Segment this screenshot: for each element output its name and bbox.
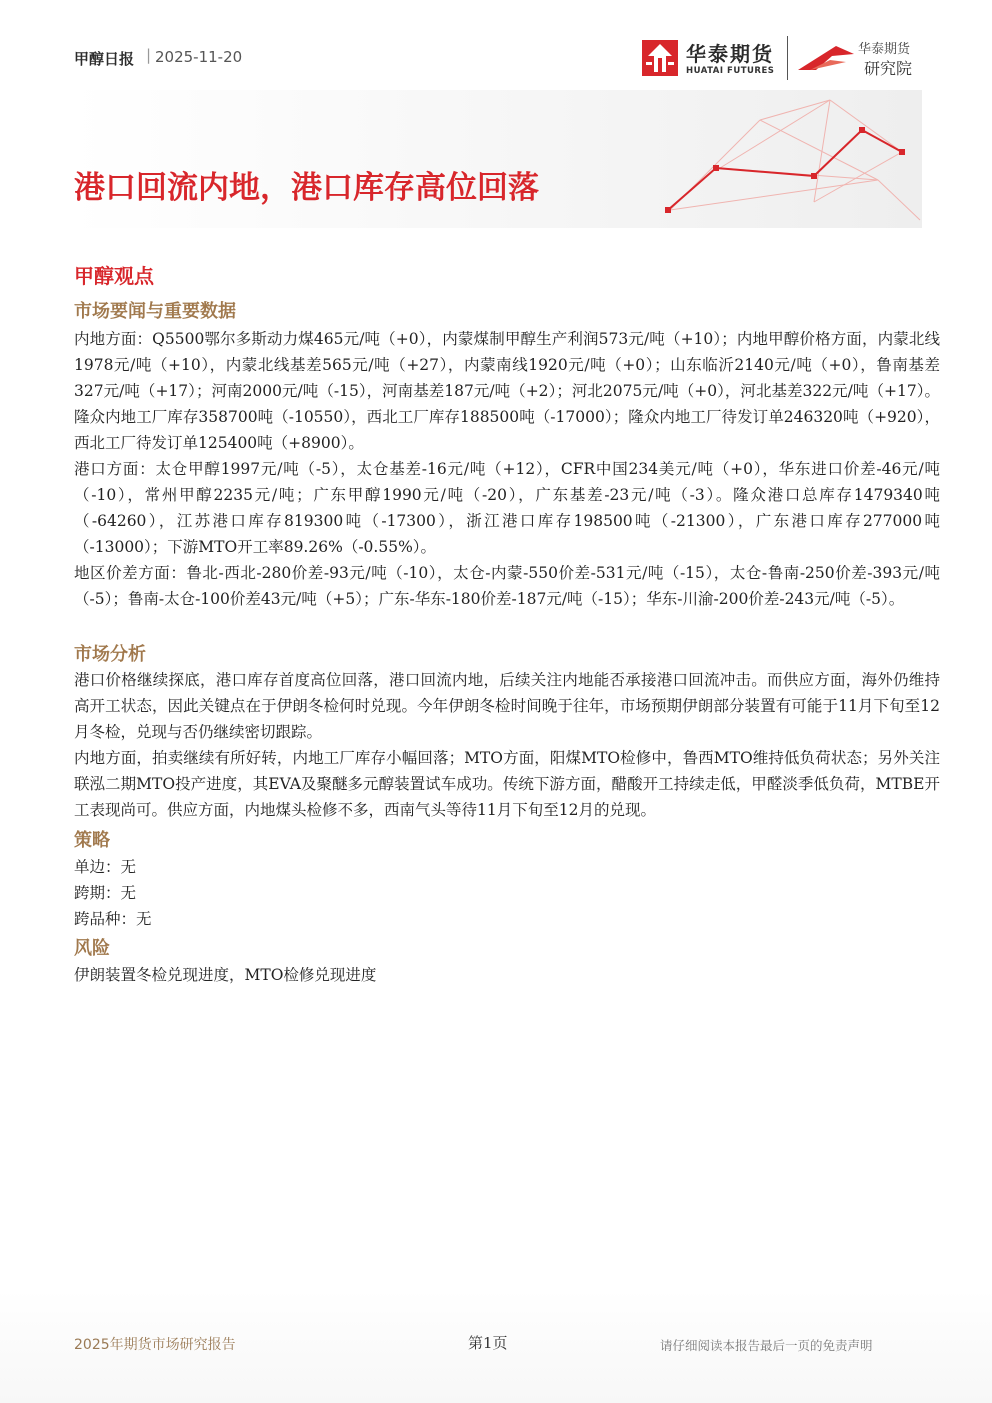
- analysis-heading: 市场分析: [74, 644, 146, 665]
- market-port-paragraph: 港口方面：太仓甲醇1997元/吨（-5），太仓基差-16元/吨（+12），CFR中国234美元/吨（+0），华东进口价差-46元/吨（-10），常州甲醇2235元/吨；广东甲醇1990元/吨（-20），广东基差-23元/吨（-3）。隆众港口总库存1479340吨（-64260），江苏港口库存819300吨（-17300），浙江港口库存198500吨（-21300），广东港口库存277000吨（-13000）；下游MTO开工率89.26%（-0.55%）。: [74, 460, 940, 556]
- logo-divider: [787, 36, 788, 80]
- risk-heading: 风险: [74, 938, 110, 959]
- page-header: [0, 0, 992, 90]
- footer-disclaimer-note: 请仔细阅读本报告最后一页的免责声明: [660, 1338, 873, 1353]
- market-regional-paragraph: 地区价差方面：鲁北-西北-280价差-93元/吨（-10），太仓-内蒙-550价差-531元/吨（-15），太仓-鲁南-250价差-393元/吨（-5）；鲁南-太仓-100价差43元/吨（+5）；广东-华东-180价差-187元/吨（-15）；华东-川渝-200价差-243元/吨（-5）。: [74, 564, 940, 608]
- section-heading-main: 甲醇观点: [74, 264, 154, 288]
- title-banner: [70, 90, 922, 228]
- market-inland-paragraph: 内地方面：Q5500鄂尔多斯动力煤465元/吨（+0），内蒙煤制甲醇生产利润573元/吨（+10）；内地甲醇价格方面，内蒙北线1978元/吨（+10），内蒙北线基差565元/吨（+27），内蒙南线1920元/吨（+0）；山东临沂2140元/吨（+0），鲁南基差327元/吨（+17）；河南2000元/吨（-15），河南基差187元/吨（+2）；河北2075元/吨（+0），河北基差322元/吨（+17）。隆众内地工厂库存358700吨（-10550），西北工厂库存188500吨（-17000）；隆众内地工厂待发订单246320吨（+920），西北工厂待发订单125400吨（+8900）。: [74, 330, 940, 452]
- strategy-cross: 跨品种：无: [74, 910, 152, 928]
- analysis-paragraph-1: 港口价格继续探底，港口库存首度高位回落，港口回流内地，后续关注内地能否承接港口回流冲击。而供应方面，海外仍维持高开工状态，因此关键点在于伊朗冬检何时兑现。今年伊朗冬检时间晚于往年，市场预期伊朗部分装置有可能于11月下旬至12月冬检，兑现与否仍继续密切跟踪。: [74, 671, 940, 741]
- strategy-spread: 跨期：无: [74, 884, 137, 902]
- page-title: 港口回流内地，港口库存高位回落: [74, 170, 539, 206]
- institute-name-top: 华泰期货: [858, 42, 911, 57]
- risk-text: 伊朗装置冬检兑现进度，MTO检修兑现进度: [74, 966, 377, 984]
- footer-page-number: 第1页: [468, 1334, 508, 1352]
- company-name-cn: 华泰期货: [686, 42, 774, 66]
- report-date: 2025-11-20: [155, 48, 243, 66]
- institute-logo-icon: [796, 40, 856, 76]
- analysis-paragraph-2: 内地方面，拍卖继续有所好转，内地工厂库存小幅回落；MTO方面，阳煤MTO检修中，鲁西MTO维持低负荷状态；另外关注联泓二期MTO投产进度，其EVA及聚醚多元醇装置试车成功。传统下游方面，醋酸开工持续走低，甲醛淡季低负荷，MTBE开工表现尚可。供应方面，内地煤头检修不多，西南气头等待11月下旬至12月的兑现。: [74, 749, 940, 819]
- institute-name-bottom: 研究院: [864, 59, 913, 78]
- network-graphic-icon: [630, 90, 922, 228]
- strategy-single: 单边：无: [74, 858, 137, 876]
- company-name-en: HUATAI FUTURES: [686, 66, 775, 76]
- strategy-heading: 策略: [74, 830, 110, 851]
- header-separator: |: [146, 46, 152, 64]
- footer-report-name: 2025年期货市场研究报告: [74, 1337, 236, 1353]
- huatai-logo-icon: [642, 40, 678, 76]
- market-news-heading: 市场要闻与重要数据: [74, 301, 236, 322]
- report-type-label: 甲醇日报: [74, 50, 135, 68]
